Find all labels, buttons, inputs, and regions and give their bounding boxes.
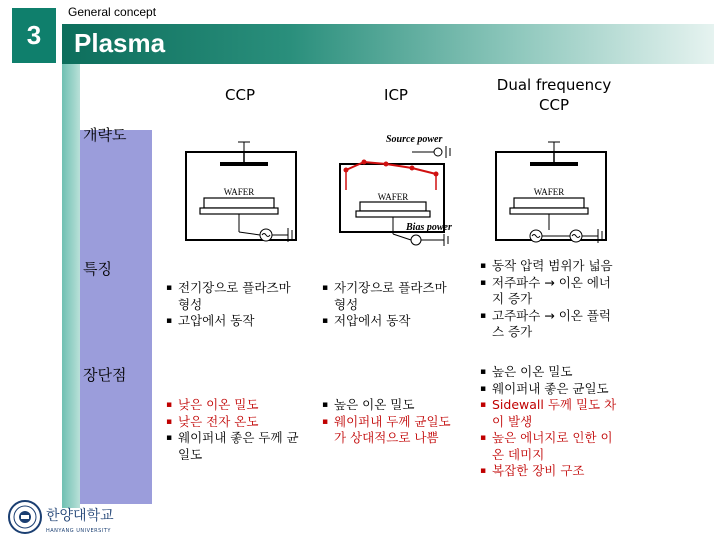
column-header-dual-frequency-ccp: Dual frequency CCP [496, 76, 612, 114]
pros-cons-ccp-item: ▪ 낮은 전자 온도 [166, 414, 306, 431]
row-label-pros-cons: 장단점 [83, 366, 127, 384]
pros-cons-dual-item: ▪ 웨이퍼내 좋은 균일도 [480, 381, 620, 398]
dual-frequency-ccp-schematic-diagram [480, 140, 620, 256]
dual-wafer [514, 198, 584, 208]
ccp-bottom-electrode [200, 208, 278, 214]
icp-source-power-label: Source power [386, 134, 443, 145]
dual-wafer-label: WAFER [533, 187, 565, 197]
page-title: Plasma [74, 28, 166, 58]
pros-cons-icp-item: ▪ 높은 이온 밀도 [322, 397, 462, 414]
features-ccp [166, 280, 294, 330]
pros-cons-icp [322, 397, 462, 447]
features-dual-item: ▪ 저주파수 → 이온 에너지 증가 [480, 275, 620, 308]
slide-number-badge [12, 8, 56, 63]
pros-cons-dual-item: ▪ 높은 에너지로 인한 이온 데미지 [480, 430, 620, 463]
icp-bias-rf-icon [411, 235, 421, 245]
features-dual-item: ▪ 고주파수 → 이온 플럭스 증가 [480, 308, 620, 341]
icp-wafer [360, 202, 426, 211]
features-icp-item: ▪ 자기장으로 플라즈마 형성 [322, 280, 450, 313]
ccp-schematic-diagram [170, 140, 310, 256]
ccp-wafer [204, 198, 274, 208]
features-icp-item: ▪ 저압에서 동작 [322, 313, 450, 330]
column-header-icp: ICP [384, 86, 408, 104]
pros-cons-ccp [166, 397, 306, 463]
icp-source-rf-icon [434, 148, 442, 156]
icp-schematic-diagram [316, 130, 466, 258]
row-label-features: 특징 [83, 260, 112, 278]
slide-number: 3 [26, 20, 42, 50]
icp-wafer-label: WAFER [377, 192, 409, 202]
pros-cons-dual-item: ▪ Sidewall 두께 밀도 차이 발생 [480, 397, 620, 430]
section-subtitle: General concept [68, 5, 157, 19]
pros-cons-dual-item: ▪ 복잡한 장비 구조 [480, 463, 620, 480]
left-decorative-stripe [62, 64, 80, 508]
pros-cons-icp-item: ▪ 웨이퍼내 두께 균일도가 상대적으로 나쁨 [322, 414, 462, 447]
pros-cons-ccp-item: ▪ 낮은 이온 밀도 [166, 397, 306, 414]
pros-cons-ccp-item: ▪ 웨이퍼내 좋은 두께 균일도 [166, 430, 306, 463]
features-dual [480, 258, 620, 341]
university-name-english: HANYANG UNIVERSITY [46, 528, 111, 534]
features-icp [322, 280, 450, 330]
column-header-ccp: CCP [225, 86, 255, 104]
university-seal-logo [8, 500, 42, 534]
features-ccp-item: ▪ 전기장으로 플라즈마 형성 [166, 280, 294, 313]
ccp-wafer-label: WAFER [223, 187, 255, 197]
features-ccp-item: ▪ 고압에서 동작 [166, 313, 294, 330]
row-label-schematic: 개략도 [83, 126, 127, 144]
pros-cons-dual-item: ▪ 높은 이온 밀도 [480, 364, 620, 381]
icp-bias-power-label: Bias power [406, 222, 452, 233]
features-dual-item: ▪ 동작 압력 범위가 넓음 [480, 258, 620, 275]
university-name: 한양대학교 [46, 508, 114, 524]
row-label-column [80, 130, 152, 504]
pros-cons-dual [480, 364, 620, 480]
